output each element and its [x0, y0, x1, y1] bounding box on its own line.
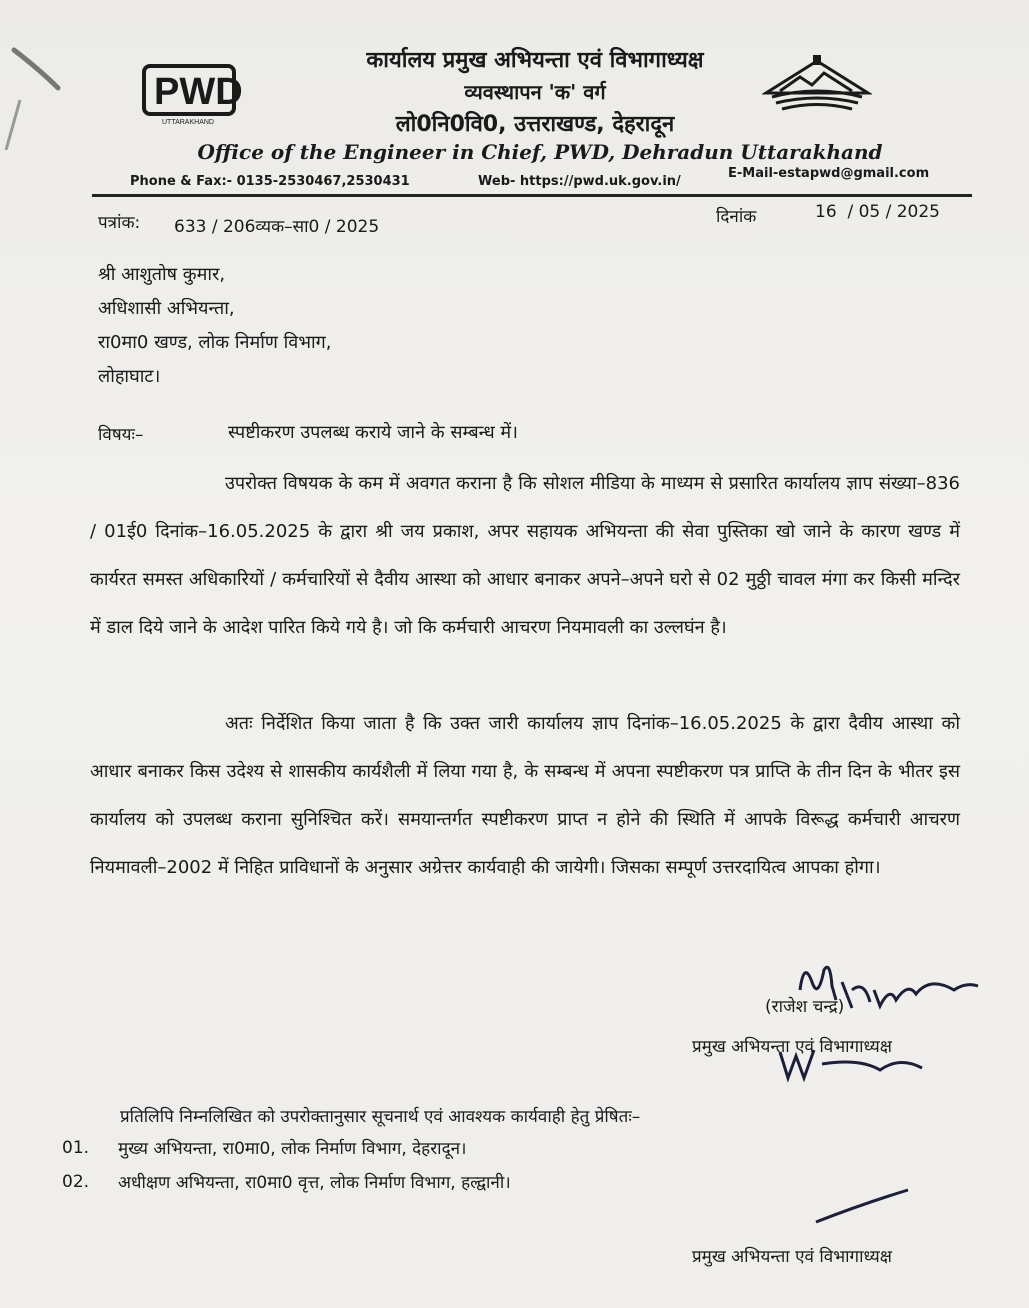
- addressee-name: श्री आशुतोष कुमार,: [98, 264, 226, 285]
- body-paragraph-2: [90, 700, 960, 892]
- handwritten-signature: [740, 960, 980, 1090]
- pwd-logo: [140, 58, 245, 128]
- body-paragraph-1-text: उपरोक्त विषयक के कम में अवगत कराना है कि सोशल मीडिया के माध्यम से प्रसारित कार्यालय ज्ञाप संख्या–836 / 01ई0 दिनांक–16.05.2025 के द्वारा श्री जय प्रकाश, अपर सहायक अभियन्ता की सेवा पुस्तिका खो जाने के कारण खण्ड में कार्यरत समस्त अधिकारियों / कर्मचारियों से दैवीय आस्था को आधार बनाकर अपने–अपने घरो से 02 मुठ्ठी चावल मंगा कर किसी मन्दिर में डाल दिये जाने के आदेश पारित किये गये है। जो कि कर्मचारी आचरण नियमावली का उल्लघंन है।: [90, 473, 960, 638]
- email: E-Mail-estapwd@gmail.com: [728, 166, 930, 181]
- body-paragraph-2-text: अतः निर्देशित किया जाता है कि उक्त जारी कार्यालय ज्ञाप दिनांक–16.05.2025 के द्वारा दैवीय आस्था को आधार बनाकर किस उदेश्य से शासकीय कार्यशैली में लिया गया है, के सम्बन्ध में अपना स्पष्टीकरण पत्र प्राप्ति के तीन दिन के भीतर इस कार्यालय को उपलब्ध कराना सुनिश्चित करें। समयान्तर्गत स्पष्टीकरण प्राप्त न होने की स्थिति में आपके विरूद्ध कर्मचारी आचरण नियमावली–2002 में निहित प्राविधानों के अनुसार अग्रेत्तर कार्यवाही की जायेगी। जिसका सम्पूर्ण उत्तरदायित्व आपका होगा।: [90, 713, 960, 878]
- office-location: लो0नि0वि0, उत्तराखण्ड, देहरादून: [395, 112, 675, 137]
- website: Web- https://pwd.uk.gov.in/: [478, 174, 681, 189]
- logo-text: PWD: [154, 71, 243, 113]
- addressee-division: रा0मा0 खण्ड, लोक निर्माण विभाग,: [98, 332, 332, 353]
- letter-number-label: पत्रांक:: [98, 213, 141, 233]
- body-paragraph-1: [90, 460, 960, 652]
- paper-clip: [0, 30, 70, 150]
- copy-item-text: अधीक्षण अभियन्ता, रा0मा0 वृत्त, लोक निर्माण विभाग, हल्द्वानी।: [118, 1173, 511, 1193]
- date-label: दिनांक: [716, 207, 757, 227]
- footer-designation: प्रमुख अभियन्ता एवं विभागाध्यक्ष: [692, 1247, 892, 1267]
- letter-date: 16 / 05 / 2025: [815, 202, 941, 222]
- addressee-designation: अधिशासी अभियन्ता,: [98, 298, 235, 319]
- office-title-english: Office of the Engineer in Chief, PWD, Dehradun Uttarakhand: [197, 140, 883, 164]
- signatory-name: (राजेश चन्द्र): [765, 997, 845, 1017]
- logo-subtext: UTTARAKHAND: [162, 119, 214, 126]
- copy-to-heading: प्रतिलिपि निम्नलिखित को उपरोक्तानुसार सूचनार्थ एवं आवश्यक कार्यवाही हेतु प्रेषितः–: [120, 1107, 641, 1127]
- header-divider: [92, 194, 972, 197]
- signatory-designation: प्रमुख अभियन्ता एवं विभागाध्यक्ष: [692, 1037, 892, 1057]
- subject-label: विषयः–: [98, 425, 144, 445]
- addressee-place: लोहाघाट।: [98, 366, 161, 387]
- office-category: व्यवस्थापन 'क' वर्ग: [464, 80, 606, 104]
- phone-fax: Phone & Fax:- 0135-2530467,2530431: [130, 174, 410, 189]
- letter-number: 633 / 206व्यक–सा0 / 2025: [174, 217, 380, 237]
- copy-item-text: मुख्य अभियन्ता, रा0मा0, लोक निर्माण विभाग, देहरादून।: [118, 1139, 467, 1159]
- pen-stroke: [812, 1184, 912, 1228]
- office-title-hindi: कार्यालय प्रमुख अभियन्ता एवं विभागाध्यक्ष: [366, 48, 704, 73]
- subject-text: स्पष्टीकरण उपलब्ध कराये जाने के सम्बन्ध में।: [228, 422, 519, 443]
- copy-item-number: 01.: [62, 1138, 90, 1158]
- copy-item-number: 02.: [62, 1172, 90, 1192]
